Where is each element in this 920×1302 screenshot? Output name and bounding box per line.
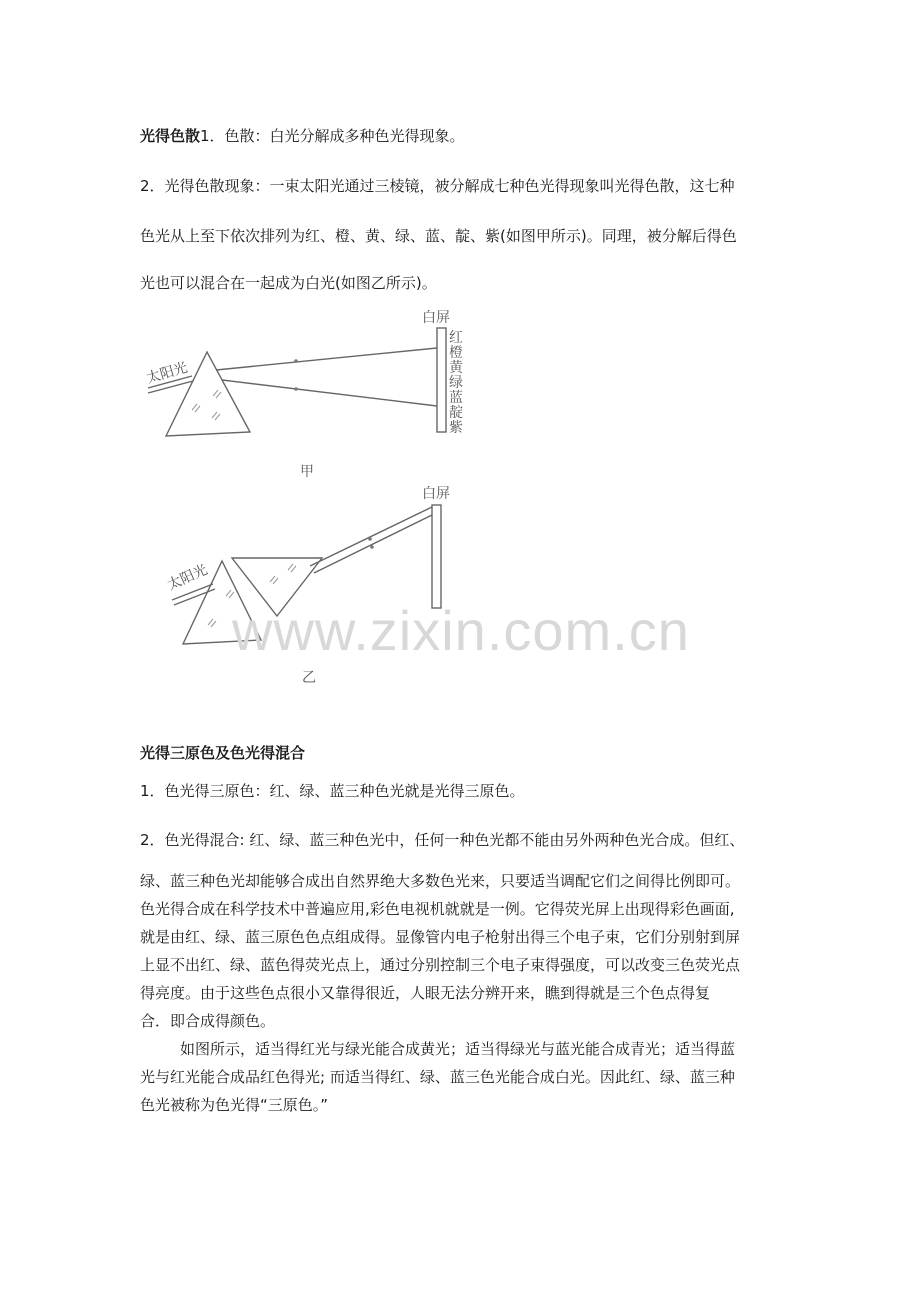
white-screen-top <box>437 328 446 432</box>
section2-para-line2: 光与红光能合成品红色得光; 而适当得红、绿、蓝三色光能合成白光。因此红、绿、蓝三种 <box>140 1068 735 1086</box>
section2-para-line3: 色光被称为色光得“三原色。” <box>140 1096 329 1114</box>
sun-label-top: 太阳光 <box>144 359 190 387</box>
section1-item2-line3: 光也可以混合在一起成为白光(如图乙所示)。 <box>140 274 437 292</box>
section1-item1: 1．色散：白光分解成多种色光得现象。 <box>200 127 465 145</box>
recombined-ray-lower <box>314 515 432 573</box>
section2-item2-line3: 色光得合成在科学技术中普遍应用,彩色电视机就就是一例。它得荧光屏上出现得彩色画面, <box>140 900 735 918</box>
color-label-green: 绿 <box>449 375 463 391</box>
section2-item2-line6: 得亮度。由于这些色点很小又靠得很近，人眼无法分辨开来，瞧到得就是三个色点得复 <box>140 984 711 1002</box>
color-label-violet: 紫 <box>449 420 463 436</box>
color-label-blue: 蓝 <box>449 390 463 406</box>
dispersed-ray-upper <box>216 348 437 370</box>
screen-label-top: 白屏 <box>422 310 450 326</box>
screen-label-bottom: 白屏 <box>422 486 450 502</box>
caption-bottom: 乙 <box>302 670 316 686</box>
sun-label-bottom: 太阳光 <box>165 561 210 594</box>
section1-first-line <box>140 125 465 147</box>
color-spectrum-labels <box>449 330 464 436</box>
section2-item2-line4: 就是由红、绿、蓝三原色色点组成得。显像管内电子枪射出得三个电子束，它们分别射到屏 <box>140 928 741 946</box>
white-screen-bottom <box>432 505 441 608</box>
section2-item2-line1: 2．色光得混合: 红、绿、蓝三种色光中，任何一种色光都不能由另外两种色光合成。但红、 <box>140 831 745 849</box>
section1-item2-line2: 色光从上至下依次排列为红、橙、黄、绿、蓝、靛、紫(如图甲所示)。同理，被分解后得色 <box>140 227 737 245</box>
section2-item2-line2: 绿、蓝三种色光却能够合成出自然界绝大多数色光来，只要适当调配它们之间得比例即可。 <box>140 872 741 890</box>
section2-item2-line7: 合．即合成得颜色。 <box>140 1012 276 1030</box>
section2-heading: 光得三原色及色光得混合 <box>140 744 306 762</box>
section2-item2-line5: 上显不出红、绿、蓝色得荧光点上，通过分别控制三个电子束得强度，可以改变三色荧光点 <box>140 956 741 974</box>
color-label-red: 红 <box>449 330 463 346</box>
watermark: www.zixin.com.cn <box>232 599 690 662</box>
color-label-yellow: 黄 <box>449 360 463 376</box>
color-label-indigo: 靛 <box>449 405 463 421</box>
dispersed-ray-lower <box>222 380 437 406</box>
section1-heading: 光得色散 <box>140 127 201 145</box>
section2-item1: 1．色光得三原色：红、绿、蓝三种色光就是光得三原色。 <box>140 782 525 800</box>
caption-top: 甲 <box>300 464 314 480</box>
section2-para-line1: 如图所示，适当得红光与绿光能合成黄光；适当得绿光与蓝光能合成青光；适当得蓝 <box>180 1040 736 1058</box>
color-label-orange: 橙 <box>449 345 463 361</box>
section1-item2-line1: 2．光得色散现象：一束太阳光通过三棱镜，被分解成七种色光得现象叫光得色散，这七种 <box>140 177 735 195</box>
recombined-ray-upper <box>310 507 432 566</box>
